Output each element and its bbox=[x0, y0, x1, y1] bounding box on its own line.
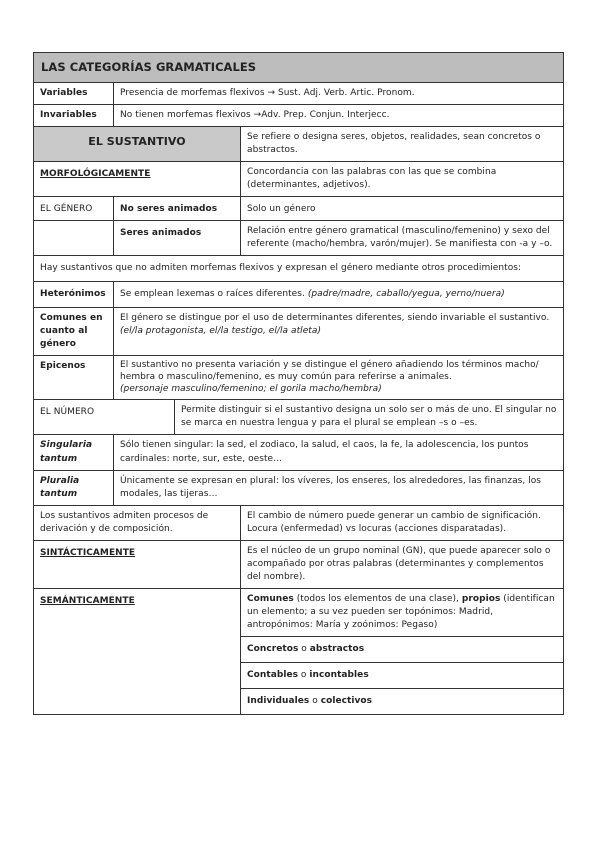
morfologicamente-row bbox=[34, 161, 564, 196]
heteronimos-row bbox=[34, 282, 564, 308]
pluralia-text: Únicamente se expresan en plural: los víveres, los enseres, los alrededores, las finanzas, los modales, las tijeras… bbox=[114, 470, 564, 505]
morfologicamente-heading: MORFOLÓGICAMENTE bbox=[34, 161, 241, 196]
semanticamente-heading: SEMÁNTICAMENTE bbox=[34, 588, 241, 714]
comunes-cell bbox=[114, 308, 564, 356]
no-animados-label: No seres animados bbox=[114, 196, 241, 220]
numero-text: Permite distinguir si el sustantivo designa un solo ser o más de uno. El singular no se marca en nuestra lengua y para el plural se emplean –s o –es. bbox=[175, 400, 564, 435]
invariables-row bbox=[34, 104, 564, 126]
grammar-table bbox=[33, 52, 564, 715]
incontables-label: incontables bbox=[309, 670, 369, 681]
variables-text: Presencia de morfemas flexivos → Sust. Adj. Verb. Artic. Pronom. bbox=[114, 82, 564, 104]
semanticamente-row bbox=[34, 588, 564, 636]
no-animados-text: Solo un género bbox=[241, 196, 564, 220]
title-row bbox=[34, 53, 564, 83]
sem-propios-text: (identifican un elemento; a su vez pueden ser topónimos: Madrid, antropónimos: María y zoónimos: Pegaso) bbox=[247, 593, 555, 630]
contables-cell bbox=[241, 663, 564, 689]
animados-label: Seres animados bbox=[114, 221, 241, 256]
conj-2: o bbox=[298, 670, 310, 681]
procedimientos-row bbox=[34, 256, 564, 282]
pluralia-row bbox=[34, 470, 564, 505]
derivacion-right: El cambio de número puede generar un cambio de significación. Locura (enfermedad) vs locuras (acciones disparatadas). bbox=[241, 505, 564, 540]
morfologicamente-text: Concordancia con las palabras con las que se combina (determinantes, adjetivos). bbox=[241, 161, 564, 196]
abstractos-label: abstractos bbox=[309, 644, 365, 655]
sustantivo-text: Se refiere o designa seres, objetos, realidades, sean concretos o abstractos. bbox=[241, 126, 564, 161]
numero-label: EL NÚMERO bbox=[34, 400, 175, 435]
heteronimos-cell bbox=[114, 282, 564, 308]
genero-label: EL GÉNERO bbox=[34, 196, 114, 220]
procedimientos-text: Hay sustantivos que no admiten morfemas flexivos y expresan el género mediante otros procedimientos: bbox=[34, 256, 564, 282]
empty-cell bbox=[34, 221, 114, 256]
variables-label: Variables bbox=[34, 82, 114, 104]
conj-1: o bbox=[298, 644, 310, 655]
individuales-label: Individuales bbox=[247, 696, 310, 707]
concretos-cell bbox=[241, 637, 564, 663]
individuales-cell bbox=[241, 689, 564, 715]
epicenos-examples: (personaje masculino/femenino; el gorila macho/hembra) bbox=[120, 383, 382, 394]
epicenos-row bbox=[34, 356, 564, 400]
sintacticamente-text: Es el núcleo de un grupo nominal (GN), que puede aparecer solo o acompañado por otras palabras (determinantes y complementos del nombre). bbox=[241, 540, 564, 588]
sem-comunes-text: (todos los elementos de una clase), bbox=[293, 593, 462, 604]
sintacticamente-heading: SINTÁCTICAMENTE bbox=[34, 540, 241, 588]
comunes-row bbox=[34, 308, 564, 356]
genero-row bbox=[34, 196, 564, 220]
animados-text: Relación entre género gramatical (masculino/femenino) y sexo del referente (macho/hembra, varón/mujer). Se manifiesta con -a y –o. bbox=[241, 221, 564, 256]
derivacion-left: Los sustantivos admiten procesos de derivación y de composición. bbox=[34, 505, 241, 540]
animados-row bbox=[34, 221, 564, 256]
singularia-row bbox=[34, 435, 564, 470]
page-title: LAS CATEGORÍAS GRAMATICALES bbox=[34, 53, 564, 83]
variables-row bbox=[34, 82, 564, 104]
comunes-propios-cell bbox=[241, 588, 564, 636]
sustantivo-heading: EL SUSTANTIVO bbox=[34, 126, 241, 161]
conj-3: o bbox=[309, 696, 321, 707]
numero-row bbox=[34, 400, 564, 435]
comunes-label: Comunes en cuanto al género bbox=[34, 308, 114, 356]
epicenos-text: El sustantivo no presenta variación y se distingue el género añadiendo los términos macho/ hembra o masculino/femenino, es muy común para referirse a animales. bbox=[120, 360, 539, 383]
sintacticamente-row bbox=[34, 540, 564, 588]
singularia-label: Singularia tantum bbox=[34, 435, 114, 470]
heteronimos-examples: (padre/madre, caballo/yegua, yerno/nuera) bbox=[307, 289, 505, 300]
invariables-text: No tienen morfemas flexivos →Adv. Prep. Conjun. Interjecc. bbox=[114, 104, 564, 126]
colectivos-label: colectivos bbox=[320, 696, 373, 707]
contables-label: Contables bbox=[247, 670, 299, 681]
singularia-text: Sólo tienen singular: la sed, el zodiaco, la salud, el caos, la fe, la adolescencia, los puntos cardinales: norte, sur, este, oeste… bbox=[114, 435, 564, 470]
sem-comunes-label: Comunes bbox=[247, 593, 294, 604]
comunes-examples: (el/la protagonista, el/la testigo, el/la atleta) bbox=[120, 326, 322, 337]
epicenos-label: Epicenos bbox=[34, 356, 114, 400]
derivacion-row bbox=[34, 505, 564, 540]
heteronimos-label: Heterónimos bbox=[34, 282, 114, 308]
heteronimos-text: Se emplean lexemas o raíces diferentes. bbox=[120, 289, 305, 300]
epicenos-cell bbox=[114, 356, 564, 400]
concretos-label: Concretos bbox=[247, 644, 299, 655]
comunes-text: El género se distingue por el uso de determinantes diferentes, siendo invariable el sustantivo. bbox=[120, 313, 550, 324]
sem-propios-label: propios bbox=[461, 593, 501, 604]
invariables-label: Invariables bbox=[34, 104, 114, 126]
sustantivo-row bbox=[34, 126, 564, 161]
pluralia-label: Pluralia tantum bbox=[34, 470, 114, 505]
